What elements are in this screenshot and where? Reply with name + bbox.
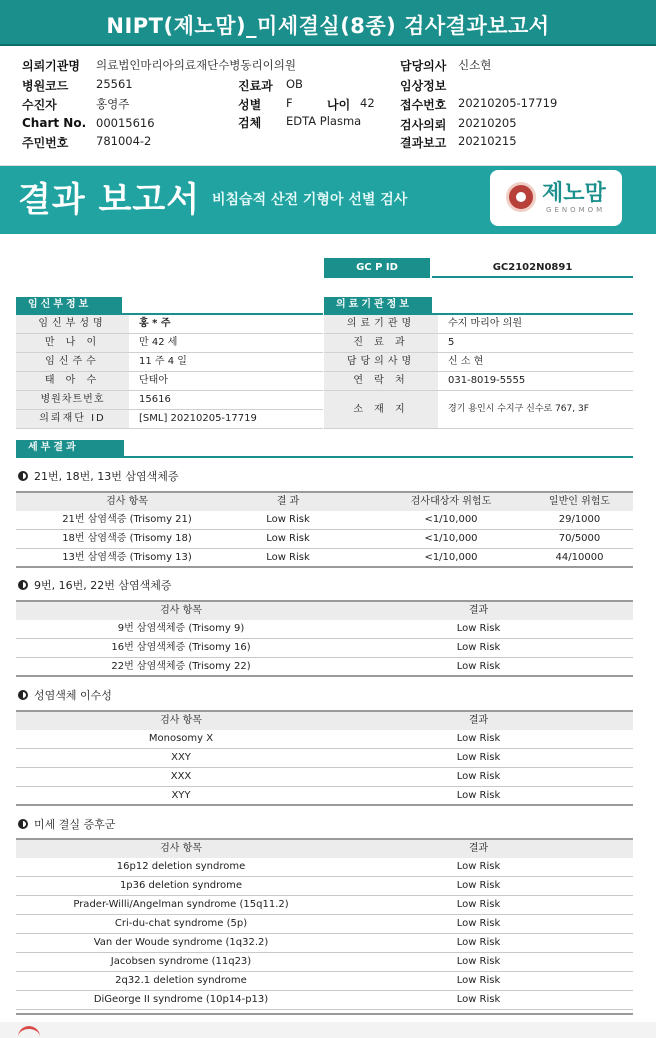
hospital-label: 의뢰기관명 [22, 59, 80, 73]
institution-key: 담당의사명 [324, 353, 438, 371]
institution-row [324, 315, 633, 334]
result-cell: Low Risk [456, 790, 501, 801]
general-risk-cell: 44/10000 [555, 552, 604, 563]
code-label: 병원코드 [22, 79, 69, 93]
logo-text: 제노맘 [542, 181, 606, 206]
gcpid-label: GC P ID [324, 258, 430, 278]
pregnant-key: 임신주수 [16, 353, 129, 371]
header-cell: 결 과 [276, 496, 300, 507]
pregnant-value: [SML] 20210205-17719 [139, 413, 257, 424]
item-cell: Monosomy X [148, 733, 214, 744]
pregnant-value: 단태아 [139, 375, 168, 386]
table-row [16, 896, 633, 915]
institution-value: 신 소 현 [448, 356, 484, 367]
pregnant-value: 11 주 4 일 [139, 356, 187, 367]
reception-label: 접수번호 [400, 98, 447, 112]
patient-value: 홍영주 [96, 97, 130, 111]
item-cell: 2q32.1 deletion syndrome [115, 975, 247, 986]
table-header [16, 710, 633, 730]
table-row [16, 915, 633, 934]
table-row [16, 934, 633, 953]
clinical-label: 임상정보 [400, 79, 447, 93]
result-cell: Low Risk [456, 861, 501, 872]
item-cell: 13번 삼염색증 (Trisomy 13) [62, 552, 192, 563]
sex-label: 성별 [238, 98, 262, 112]
group2-heading [18, 577, 171, 593]
gcpid-box [324, 258, 633, 278]
result-cell: Low Risk [456, 752, 501, 763]
table-row [16, 730, 633, 749]
institution-row [324, 334, 633, 353]
institution-key: 연 락 처 [324, 372, 438, 390]
pregnant-key: 만 나 이 [16, 334, 129, 352]
group2-heading-text: 9번, 16번, 22번 삼염색체증 [34, 579, 172, 592]
pregnant-key: 의뢰재단 ID [16, 410, 129, 428]
result-cell: Low Risk [456, 975, 501, 986]
subject-risk-cell: <1/10,000 [424, 514, 478, 525]
result-cell: Low Risk [456, 994, 501, 1005]
info-header [0, 48, 656, 166]
header-cell: 검사 항목 [160, 605, 202, 616]
item-cell: Jacobsen syndrome (11q23) [110, 956, 252, 967]
item-cell: XYY [171, 790, 191, 801]
pregnant-value: 15616 [139, 394, 171, 405]
footer-strip [0, 1022, 656, 1038]
hospital-value: 의료법인마리아의료재단수병동리이의원 [96, 58, 296, 72]
group4-heading [18, 816, 115, 832]
header-cell: 결과 [468, 715, 489, 726]
item-cell: DiGeorge II syndrome (10p14-p13) [93, 994, 269, 1005]
table-row [16, 530, 633, 549]
patient-label: 수진자 [22, 98, 57, 112]
institution-value: 031-8019-5555 [448, 375, 526, 386]
pregnant-value: 만 42 세 [139, 337, 178, 348]
result-cell: Low Risk [456, 733, 501, 744]
result-cell: Low Risk [456, 918, 501, 929]
age-value: 42 [360, 96, 375, 110]
request-label: 검사의뢰 [400, 118, 447, 132]
header-cell: 일반인 위험도 [548, 496, 611, 507]
pregnant-row [16, 353, 323, 372]
item-cell: 16p12 deletion syndrome [116, 861, 246, 872]
item-cell: 18번 삼염색증 (Trisomy 18) [62, 533, 192, 544]
dept-value: OB [286, 77, 303, 91]
pregnant-row [16, 410, 323, 429]
result-cell: Low Risk [456, 661, 501, 672]
id-label: 주민번호 [22, 136, 69, 150]
item-cell: 9번 삼염색체증 (Trisomy 9) [117, 623, 245, 634]
dept-label: 진료과 [238, 79, 273, 93]
header-cell: 결과 [468, 843, 489, 854]
result-cell: Low Risk [456, 880, 501, 891]
result-cell: Low Risk [456, 771, 501, 782]
half-circle-icon [18, 580, 28, 590]
institution-row [324, 372, 633, 391]
item-cell: Cri-du-chat syndrome (5p) [114, 918, 248, 929]
result-cell: Low Risk [456, 899, 501, 910]
report-banner [0, 166, 656, 234]
table-header [16, 600, 633, 620]
result-cell: Low Risk [456, 623, 501, 634]
subject-risk-cell: <1/10,000 [424, 552, 478, 563]
result-cell: Low Risk [266, 552, 310, 563]
chart-value: 00015616 [96, 116, 155, 130]
table-row [16, 511, 633, 530]
header-cell: 결과 [468, 605, 489, 616]
institution-row [324, 391, 633, 429]
subject-risk-cell: <1/10,000 [424, 533, 478, 544]
table-row [16, 972, 633, 991]
logo-subtext: GENOMOM [546, 206, 606, 214]
table-row [16, 877, 633, 896]
group1-heading-text: 21번, 18번, 13번 삼염색체증 [34, 470, 179, 483]
table-row [16, 953, 633, 972]
pregnant-row [16, 334, 323, 353]
item-cell: 21번 삼염색증 (Trisomy 21) [62, 514, 192, 525]
institution-key: 진 료 과 [324, 334, 438, 352]
details-section-tab: 세부결과 [16, 440, 124, 456]
sex-value: F [286, 96, 293, 110]
reception-value: 20210205-17719 [458, 96, 558, 110]
banner-subtitle: 비침습적 산전 기형아 선별 검사 [212, 192, 408, 208]
institution-value: 수지 마리아 의원 [448, 318, 522, 329]
group1-heading [18, 468, 178, 484]
pregnant-key: 임신부성명 [16, 315, 129, 333]
institution-value: 5 [448, 337, 455, 348]
pregnant-row [16, 391, 323, 410]
pregnant-key: 병원차트번호 [16, 391, 129, 409]
doctor-label: 담당의사 [400, 59, 447, 73]
table-row [16, 749, 633, 768]
general-risk-cell: 70/5000 [558, 533, 601, 544]
report-label: 결과보고 [400, 136, 447, 150]
pregnant-section-tab: 임신부정보 [16, 297, 122, 313]
genomom-logo [490, 170, 622, 226]
report-title: NIPT(제노맘)_미세결실(8종) 검사결과보고서 [106, 14, 550, 38]
header-cell: 검사대상자 위험도 [410, 496, 492, 507]
table-row [16, 858, 633, 877]
header-cell: 검사 항목 [160, 843, 202, 854]
title-bar [0, 0, 656, 46]
table-row [16, 787, 633, 806]
specimen-value: EDTA Plasma [286, 114, 362, 128]
gcpid-value: GC2102N0891 [432, 258, 633, 278]
id-value: 781004-2 [96, 134, 152, 148]
group4-heading-text: 미세 결실 증후군 [34, 818, 116, 831]
group3-heading [18, 687, 112, 703]
table-header [16, 491, 633, 511]
banner-title: 결과 보고서 [18, 180, 201, 220]
table-header [16, 838, 633, 858]
item-cell: Prader-Willi/Angelman syndrome (15q11.2) [73, 899, 289, 910]
item-cell: 16번 삼염색체증 (Trisomy 16) [111, 642, 251, 653]
table-row [16, 639, 633, 658]
institution-key: 의료기관명 [324, 315, 438, 333]
institution-value: 경기 용인시 수지구 신수로 767, 3F [448, 404, 589, 414]
table-row [16, 549, 633, 568]
institution-section-tab: 의료기관정보 [324, 297, 432, 313]
institution-key: 소 재 지 [324, 391, 438, 428]
doctor-value: 신소현 [458, 58, 492, 72]
bottom-divider [16, 1013, 633, 1015]
institution-row [324, 353, 633, 372]
request-value: 20210205 [458, 116, 517, 130]
half-circle-icon [18, 819, 28, 829]
item-cell: XXY [171, 752, 191, 763]
item-cell: Van der Woude syndrome (1q32.2) [93, 937, 269, 948]
item-cell: 1p36 deletion syndrome [119, 880, 243, 891]
result-cell: Low Risk [456, 956, 501, 967]
pregnant-value: 홍 * 주 [139, 318, 171, 329]
pregnant-key: 태 아 수 [16, 372, 129, 390]
result-cell: Low Risk [266, 533, 310, 544]
item-cell: XXX [170, 771, 192, 782]
item-cell: 22번 삼염색체증 (Trisomy 22) [111, 661, 251, 672]
logo-emblem-icon [506, 182, 536, 212]
details-section-line [16, 456, 633, 458]
table-row [16, 768, 633, 787]
pregnant-row [16, 372, 323, 391]
specimen-label: 검체 [238, 116, 262, 130]
table-row [16, 658, 633, 677]
result-cell: Low Risk [456, 937, 501, 948]
age-label: 나이 [327, 98, 351, 112]
general-risk-cell: 29/1000 [558, 514, 601, 525]
pregnant-row [16, 315, 323, 334]
table-row [16, 620, 633, 639]
code-value: 25561 [96, 77, 133, 91]
table-row [16, 991, 633, 1010]
report-value: 20210215 [458, 134, 517, 148]
result-cell: Low Risk [266, 514, 310, 525]
result-cell: Low Risk [456, 642, 501, 653]
chart-label: Chart No. [22, 116, 87, 130]
half-circle-icon [18, 690, 28, 700]
group3-heading-text: 성염색체 이수성 [34, 689, 112, 702]
header-cell: 검사 항목 [106, 496, 148, 507]
half-circle-icon [18, 471, 28, 481]
header-cell: 검사 항목 [160, 715, 202, 726]
